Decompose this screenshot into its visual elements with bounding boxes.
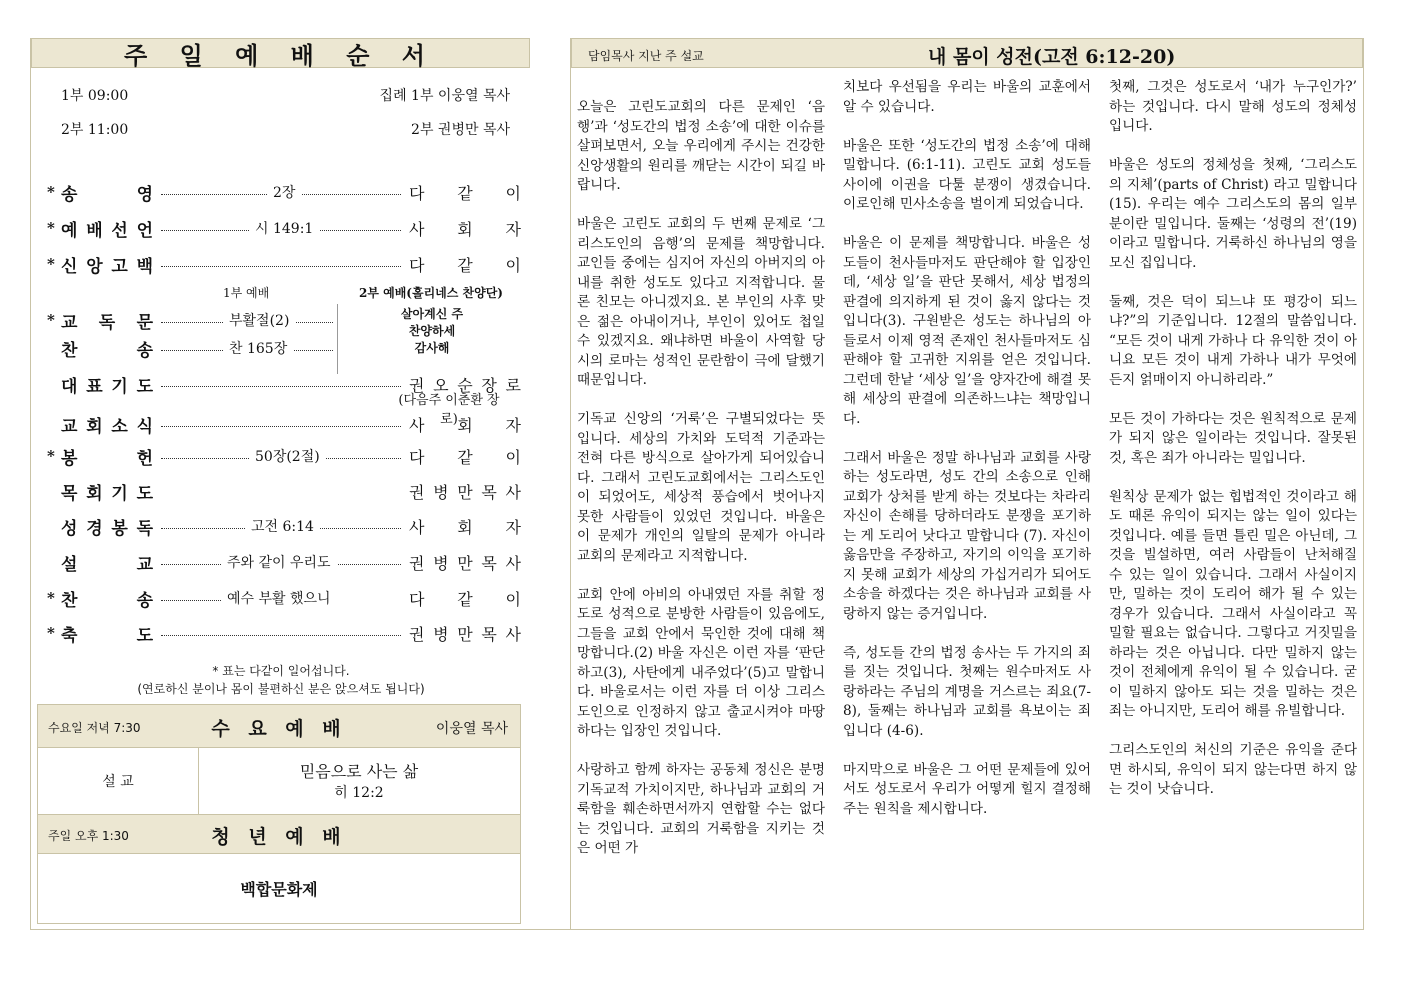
sermon-panel	[570, 38, 1364, 930]
youth-service	[37, 814, 521, 924]
order-item	[47, 479, 521, 503]
sermon-header-label: 담임목사 지난 주 설교	[588, 49, 704, 63]
standing-mark: *	[47, 447, 55, 465]
service-time: 2부 11:00	[61, 122, 129, 138]
sermon-paragraph: 교회 안에 아비의 아내였던 자를 취할 정도로 성적으로 분방한 사람들이 있음에도, 그들을 교회 안에서 묵인한 것에 대해 책망합니다.(2) 바울 자신은 이런 자를 ‘판단하고(3), 사탄에게 내주었다’(5)고 말합니다. 바울로서는 이런 자를 더 이상 그리스도인으로 인정하지 않고 출교시켜야 마땅하다는 입장인 것입니다.	[577, 586, 825, 739]
order-item-label: 송 영	[61, 184, 153, 205]
sermon-paragraph: 바울은 고린도 교회의 두 번째 문제로 ‘그리스도인의 음행’의 문제를 책망합니다. 교인들 중에는 심지어 자신의 아버지의 아내를 취한 성도도 있다고 지적합니다. 물론 친모는 아니겠지요. 본 부인의 사후 맞은 젊은 아내이거나, 부인이 있어도 첩일 수 있겠지요. 왜냐하면 바울이 사역할 당시의 로마는 성적인 문란함이 극에 달했기 때문입니다.	[577, 216, 825, 388]
standing-mark: *	[47, 589, 55, 607]
service-time-row	[61, 119, 510, 139]
order-item-performer: 사 회 자	[409, 416, 521, 435]
order-item-performer: 사 회 자	[409, 220, 521, 239]
order-item	[47, 412, 521, 436]
youth-header	[38, 815, 520, 854]
bottom-rule	[30, 929, 1364, 930]
wednesday-leader: 이웅열 목사	[435, 721, 508, 737]
order-item-label: 교 회 소 식	[61, 416, 153, 437]
youth-title: 청 년 예 배	[211, 826, 347, 848]
order-item-detail: 2장	[267, 182, 301, 202]
leader-dots	[161, 635, 401, 636]
order-item-label: 예 배 선 언	[61, 220, 153, 241]
wednesday-sermon-title: 믿음으로 사는 삶	[299, 762, 419, 781]
wednesday-title: 수 요 예 배	[211, 718, 347, 740]
choir-song: 살아계신 주 찬양하세 감사해	[400, 307, 464, 355]
order-item	[47, 621, 521, 645]
standing-mark: *	[47, 624, 55, 642]
order-item	[47, 586, 521, 610]
order-item-detail: 50장(2절)	[249, 446, 326, 466]
order-item-label: 찬 송	[61, 340, 153, 361]
wednesday-header	[38, 705, 520, 748]
sermon-paragraph: 바울은 이 문제를 책망합니다. 바울은 성도들이 천사들마저도 판단해야 할 입장인데, ‘세상 일’을 판단 못해서, 세상 법정의 판결에 의지하게 된 것이 옳지 않다는 것입니다(3). 구원받은 성도는 하나님의 아들로서 이제 영적 존재인 천사들마저도 심판해야 할 고귀한 지위를 얻은 것입니다. 그런데 한낱 ‘세상 일’을 양자간에 해결 못해 세상의 판결에 의존하느냐는 책망입니다.	[843, 235, 1091, 427]
order-item	[47, 444, 521, 468]
order-item-label: 성 경 봉 독	[61, 518, 153, 539]
order-item-performer: 권 병 만 목 사	[409, 554, 521, 573]
leader-dots	[161, 426, 401, 427]
order-item-performer: 사 회 자	[409, 518, 521, 537]
sermon-paragraph: 둘째, 것은 덕이 되느냐 또 평강이 되느냐?”의 기준입니다. 12절의 말씀입니다. “모든 것이 내게 가하나 다 유익한 것이 아니요 모든 것이 내게 가하나 내가 무엇에든지 얽매이지 아니하리라.”	[1109, 293, 1357, 388]
order-item-label: 축 도	[61, 625, 153, 646]
service-time-row	[61, 85, 510, 105]
sermon-paragraph: 기독교 신앙의 ‘거룩’은 구별되었다는 뜻입니다. 세상의 가치와 도덕적 기준과는 전혀 다른 방식으로 살아가게 되어있습니다. 그래서 고린도교회에서는 그리스도인이 되었어도, 세상적 풍습에서 벗어나지 못한 사람들이 있었던 것입니다. 바울은 이 문제가 개인의 일탈의 문제가 아니라 교회의 문제라고 지적합니다.	[577, 411, 825, 564]
order-item-label: 대 표 기 도	[61, 376, 153, 397]
worship-order-title-bar	[31, 38, 530, 68]
youth-time: 주일 오후 1:30	[48, 829, 129, 843]
sermon-paragraph: 사랑하고 함께 하자는 공동체 정신은 분명 기독교적 가치이지만, 하나님과 교회의 거룩함을 훼손하면서까지 연합할 수는 없다는 것입니다. 교회의 거룩함을 지키는 것은 어떤 가	[577, 762, 825, 856]
standing-mark: *	[47, 219, 55, 237]
sermon-paragraph: 마지막으로 바울은 그 어떤 문제들에 있어서도 성도로서 우리가 어떻게 힐지 결정해주는 원칙을 제시합니다.	[843, 761, 1091, 817]
order-item	[47, 252, 521, 276]
order-item-label: 봉 헌	[61, 448, 153, 469]
wednesday-service	[37, 704, 521, 816]
order-item-performer: 권 병 만 목 사	[409, 483, 521, 502]
first-service-header: 1부 예배	[223, 286, 270, 300]
service-leader: 집례 1부 이웅열 목사	[379, 88, 510, 104]
sermon-paragraph: 바울은 또한 ‘성도간의 법정 소송’에 대해 밀합니다. (6:1-11). 고린도 교회 성도들 사이에 이권을 다툴 분쟁이 생겼습니다. 이로인해 민사소송을 벌이게 되었습니다.	[843, 137, 1091, 212]
order-item-detail: 시 149:1	[249, 218, 319, 238]
service-leader: 2부 권병만 목사	[411, 122, 510, 138]
order-item-label: 교 독 문	[61, 312, 153, 333]
sermon-column-3	[1109, 78, 1357, 800]
seating-note: (연로하신 분이나 몸이 불편하신 분은 앉으셔도 됩니다)	[137, 682, 425, 696]
order-item-detail: 부활절(2)	[223, 310, 295, 330]
order-item-label: 신 앙 고 백	[61, 256, 153, 277]
sermon-column-1	[577, 98, 825, 859]
worship-order-panel	[30, 38, 530, 930]
sermon-column-2	[843, 78, 1091, 819]
leader-dots	[161, 386, 401, 387]
order-item	[47, 550, 521, 574]
leader-dots	[161, 266, 401, 267]
order-item-performer: 권 오 순 장 로	[409, 376, 521, 395]
standing-mark: *	[47, 311, 55, 329]
wednesday-sermon-label: 설 교	[38, 747, 199, 815]
standing-mark: *	[47, 183, 55, 201]
sermon-paragraph: 치보다 우선됨을 우리는 바울의 교훈에서 알 수 있습니다.	[843, 79, 1091, 115]
order-item-detail: 예수 부활 했으니	[221, 588, 337, 608]
order-item-label: 설 교	[61, 554, 153, 575]
order-item-label: 목 회 기 도	[61, 483, 153, 504]
order-item-detail: 고전 6:14	[245, 516, 320, 536]
sermon-paragraph: 원칙상 문제가 없는 힙법적인 것이라고 해도 때론 유익이 되지는 않는 일이 있다는 것입니다. 예를 들면 틀린 밀은 아닌데, 그것을 빌설하면, 여러 사람들이 난처해질 수 있는 일이 있습니다. 그래서 사실이지만, 밀하는 것이 도리어 해가 될 수 있는 경우가 있습니다. 그래서 사실이라고 꼭 밀할 필요는 없습니다. 그렇다고 거짓밀을 하라는 것은 아닙니다. 다만 밀하지 않는 것이 전체에게 유익이 될 수 있습니다. 굳이 밀하지 않아도 되는 것을 밀하는 것은 죄는 아니지만, 도리어 해를 유빌합니다.	[1109, 488, 1357, 719]
order-item-performer: 다 같 이	[409, 590, 521, 609]
sermon-paragraph: 바울은 성도의 정체성을 첫째, ‘그리스도의 지체’(parts of Christ) 라고 밀합니다(15). 우리는 예수 그리스도의 몸의 일부분이란 밀입니다. 둘째는 ‘성령의 전’(19)이라고 밀합니다. 거룩하신 하나님의 영을 모신 집입니다.	[1109, 157, 1357, 271]
wednesday-sermon	[198, 759, 520, 802]
sermon-paragraph: 오늘은 고린도교회의 다른 문제인 ‘음행’과 ‘성도간의 법정 소송’에 대한 이슈를 살펴보면서, 오늘 우리에게 주시는 건강한 신앙생활의 원리를 깨닫는 시간이 되길 바랍니다.	[577, 99, 825, 193]
service-times	[31, 68, 530, 158]
next-week-prayer: (다음주 이춘환 장로)	[398, 393, 500, 427]
sermon-paragraph: 모든 것이 가하다는 것은 원칙적으로 문제가 되지 않은 일이라는 것입니다. 잘못된 것, 혹은 죄가 아니라는 밀입니다.	[1109, 410, 1357, 466]
order-item-performer: 다 같 이	[409, 448, 521, 467]
sermon-paragraph: 그리스도인의 처신의 기준은 유익을 준다면 하시되, 유익이 되지 않는다면 하지 않는 것이 낫습니다.	[1109, 742, 1357, 797]
order-item	[47, 216, 521, 240]
order-item-detail: 찬 165장	[223, 338, 293, 358]
sermon-header	[571, 38, 1363, 68]
service-time: 1부 09:00	[61, 88, 129, 104]
sermon-paragraph: 즉, 성도들 간의 법정 송사는 두 가지의 죄를 짓는 것입니다. 첫째는 원수마저도 사랑하라는 주님의 계명을 거스르는 죄요(7-8), 둘째는 하나님과 교회를 욕보이는 죄입니다 (4-6).	[843, 644, 1091, 739]
order-item-detail: 주와 같이 우리도	[221, 552, 337, 572]
youth-content: 백합문화제	[240, 879, 318, 899]
sermon-paragraph: 그래서 바울은 정말 하나님과 교회를 사랑하는 성도라면, 성도 간의 소송으로 인해 교회가 상처를 받게 하는 것보다는 차라리 자신이 손해를 당하더라도 분쟁을 포기하는 게 도리어 낫다고 말합니다 (7). 자신이 옳음만을 주장하고, 자기의 이익을 포기하지 못해 교회가 세상의 가십거리가 되어도 소송을 하겠다는 것은 하나님과 교회를 사랑하지 않는 증거입니다.	[843, 449, 1091, 622]
second-service-header: 2부 예배(홀리네스 찬양단)	[359, 286, 503, 300]
worship-order-title: 주 일 예 배 순 서	[124, 40, 437, 70]
sermon-paragraph: 첫째, 그것은 성도로서 ‘내가 누구인가?’ 하는 것입니다. 다시 말해 성도의 정체성입니다.	[1109, 79, 1357, 134]
order-item-performer: 다 같 이	[409, 256, 521, 275]
standing-mark: *	[47, 255, 55, 273]
sermon-title: 내 몸이 성전(고전 6:12-20)	[928, 46, 1176, 68]
wednesday-time: 수요일 저녁 7:30	[48, 721, 141, 735]
order-item-performer: 권 병 만 목 사	[409, 625, 521, 644]
order-item	[47, 180, 521, 204]
wednesday-sermon-ref: 히 12:2	[334, 785, 384, 801]
order-item-performer: 다 같 이	[409, 184, 521, 203]
order-item	[47, 514, 521, 538]
order-item-label: 찬 송	[61, 590, 153, 611]
standing-note: * 표는 다같이 일어섭니다.	[212, 664, 350, 678]
